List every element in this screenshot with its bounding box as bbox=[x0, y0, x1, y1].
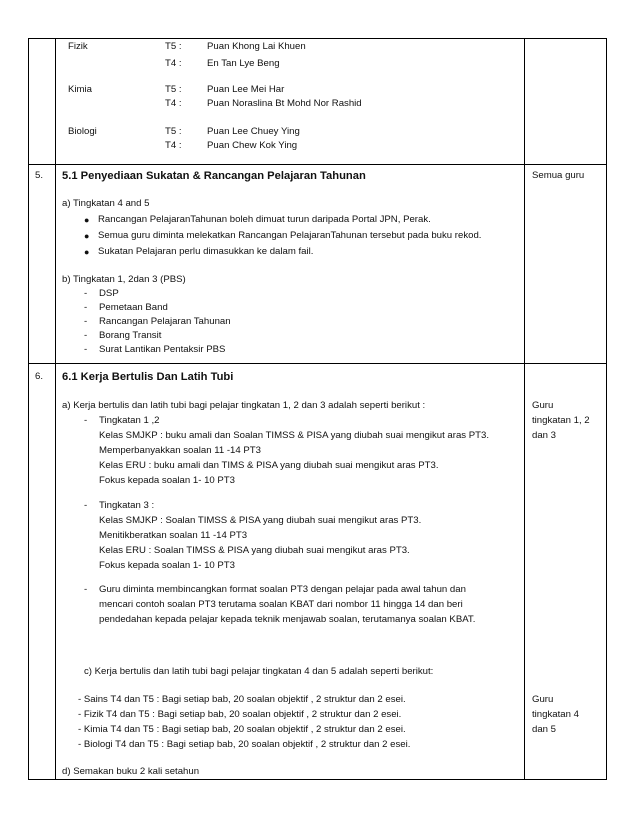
form-label: T4 : bbox=[165, 98, 182, 109]
subsection-title: Tingkatan 1 ,2 bbox=[99, 415, 160, 426]
table-column-divider-number bbox=[55, 38, 56, 780]
subsection-title: Tingkatan 3 : bbox=[99, 500, 155, 511]
responsible-line: tingkatan 1, 2 bbox=[532, 415, 590, 426]
part-d: d) Semakan buku 2 kali setahun bbox=[62, 766, 200, 777]
dash-marker: - bbox=[84, 344, 88, 355]
responsible-party: Semua guru bbox=[532, 170, 585, 181]
teacher-name: Puan Khong Lai Khuen bbox=[207, 41, 306, 52]
section-heading: 6.1 Kerja Bertulis Dan Latih Tubi bbox=[62, 371, 234, 383]
row-number: 5. bbox=[35, 170, 44, 181]
list-item: Borang Transit bbox=[99, 330, 162, 341]
table-row-divider bbox=[28, 363, 607, 364]
detail-line: Menitikberatkan soalan 11 -14 PT3 bbox=[99, 530, 248, 541]
teacher-name: En Tan Lye Beng bbox=[207, 58, 280, 69]
detail-line: Kelas SMJKP : Soalan TIMSS & PISA yang diubah suai mengikut aras PT3. bbox=[99, 515, 422, 526]
dash-marker: - bbox=[84, 584, 88, 595]
bullet-icon: ● bbox=[84, 247, 90, 257]
list-item: Rancangan Pelajaran Tahunan bbox=[99, 316, 231, 327]
list-item: - Biologi T4 dan T5 : Bagi setiap bab, 20 soalan objektif , 2 struktur dan 2 esei. bbox=[78, 739, 411, 750]
list-item: Sukatan Pelajaran perlu dimasukkan ke dalam fail. bbox=[98, 246, 314, 257]
detail-line: Fokus kepada soalan 1- 10 PT3 bbox=[99, 560, 235, 571]
dash-marker: - bbox=[84, 316, 88, 327]
form-label: T5 : bbox=[165, 41, 182, 52]
row-number: 6. bbox=[35, 371, 44, 382]
form-label: T5 : bbox=[165, 84, 182, 95]
part-a-intro: a) Kerja bertulis dan latih tubi bagi pelajar tingkatan 1, 2 dan 3 adalah seperti berikut : bbox=[62, 400, 426, 411]
responsible-line: Guru bbox=[532, 400, 554, 411]
subject-name: Kimia bbox=[68, 84, 92, 95]
responsible-line: dan 3 bbox=[532, 430, 557, 441]
dash-marker: - bbox=[84, 500, 88, 511]
dash-marker: - bbox=[84, 415, 88, 426]
teacher-name: Puan Chew Kok Ying bbox=[207, 140, 298, 151]
form-label: T4 : bbox=[165, 140, 182, 151]
part-a-title: a) Tingkatan 4 and 5 bbox=[62, 198, 150, 209]
detail-line: Kelas ERU : Soalan TIMSS & PISA yang diubah suai mengikut aras PT3. bbox=[99, 545, 410, 556]
part-b-title: b) Tingkatan 1, 2dan 3 (PBS) bbox=[62, 274, 186, 285]
table-border-bottom bbox=[28, 779, 607, 780]
list-item: Surat Lantikan Pentaksir PBS bbox=[99, 344, 226, 355]
detail-line: Kelas ERU : buku amali dan TIMS & PISA yang diubah suai mengikut aras PT3. bbox=[99, 460, 439, 471]
list-item: Rancangan PelajaranTahunan boleh dimuat turun daripada Portal JPN, Perak. bbox=[98, 214, 431, 225]
responsible-line: tingkatan 4 bbox=[532, 709, 579, 720]
teacher-name: Puan Noraslina Bt Mohd Nor Rashid bbox=[207, 98, 362, 109]
subject-name: Biologi bbox=[68, 126, 97, 137]
detail-line: Guru diminta membincangkan format soalan PT3 dengan pelajar pada awal tahun dan bbox=[99, 584, 466, 595]
form-label: T4 : bbox=[165, 58, 182, 69]
list-item: Semua guru diminta melekatkan Rancangan PelajaranTahunan tersebut pada buku rekod. bbox=[98, 230, 482, 241]
detail-line: Fokus kepada soalan 1- 10 PT3 bbox=[99, 475, 235, 486]
bullet-icon: ● bbox=[84, 215, 90, 225]
dash-marker: - bbox=[84, 330, 88, 341]
responsible-line: dan 5 bbox=[532, 724, 557, 735]
table-row-divider bbox=[28, 164, 607, 165]
table-border-top bbox=[28, 38, 607, 39]
teacher-name: Puan Lee Mei Har bbox=[207, 84, 285, 95]
dash-marker: - bbox=[84, 288, 88, 299]
detail-line: Memperbanyakkan soalan 11 -14 PT3 bbox=[99, 445, 261, 456]
subject-name: Fizik bbox=[68, 41, 88, 52]
table-border-left bbox=[28, 38, 29, 780]
table-border-right bbox=[606, 38, 607, 780]
responsible-line: Guru bbox=[532, 694, 554, 705]
form-label: T5 : bbox=[165, 126, 182, 137]
detail-line: Kelas SMJKP : buku amali dan Soalan TIMSS & PISA yang diubah suai mengikut aras PT3. bbox=[99, 430, 490, 441]
teacher-name: Puan Lee Chuey Ying bbox=[207, 126, 300, 137]
list-item: - Fizik T4 dan T5 : Bagi setiap bab, 20 soalan objektif , 2 struktur dan 2 esei. bbox=[78, 709, 402, 720]
bullet-icon: ● bbox=[84, 231, 90, 241]
list-item: - Sains T4 dan T5 : Bagi setiap bab, 20 soalan objektif , 2 struktur dan 2 esei. bbox=[78, 694, 406, 705]
table-column-divider-responsible bbox=[524, 38, 525, 780]
part-c-intro: c) Kerja bertulis dan latih tubi bagi pelajar tingkatan 4 dan 5 adalah seperti berikut: bbox=[84, 666, 434, 677]
dash-marker: - bbox=[84, 302, 88, 313]
list-item: - Kimia T4 dan T5 : Bagi setiap bab, 20 soalan objektif , 2 struktur dan 2 esei. bbox=[78, 724, 406, 735]
list-item: DSP bbox=[99, 288, 119, 299]
detail-line: pendedahan kepada pelajar kepada teknik menjawab soalan, terutamanya soalan KBAT. bbox=[99, 614, 476, 625]
detail-line: mencari contoh soalan PT3 terutama soalan KBAT dari nombor 11 hingga 14 dan beri bbox=[99, 599, 463, 610]
section-heading: 5.1 Penyediaan Sukatan & Rancangan Pelajaran Tahunan bbox=[62, 170, 366, 182]
list-item: Pemetaan Band bbox=[99, 302, 168, 313]
